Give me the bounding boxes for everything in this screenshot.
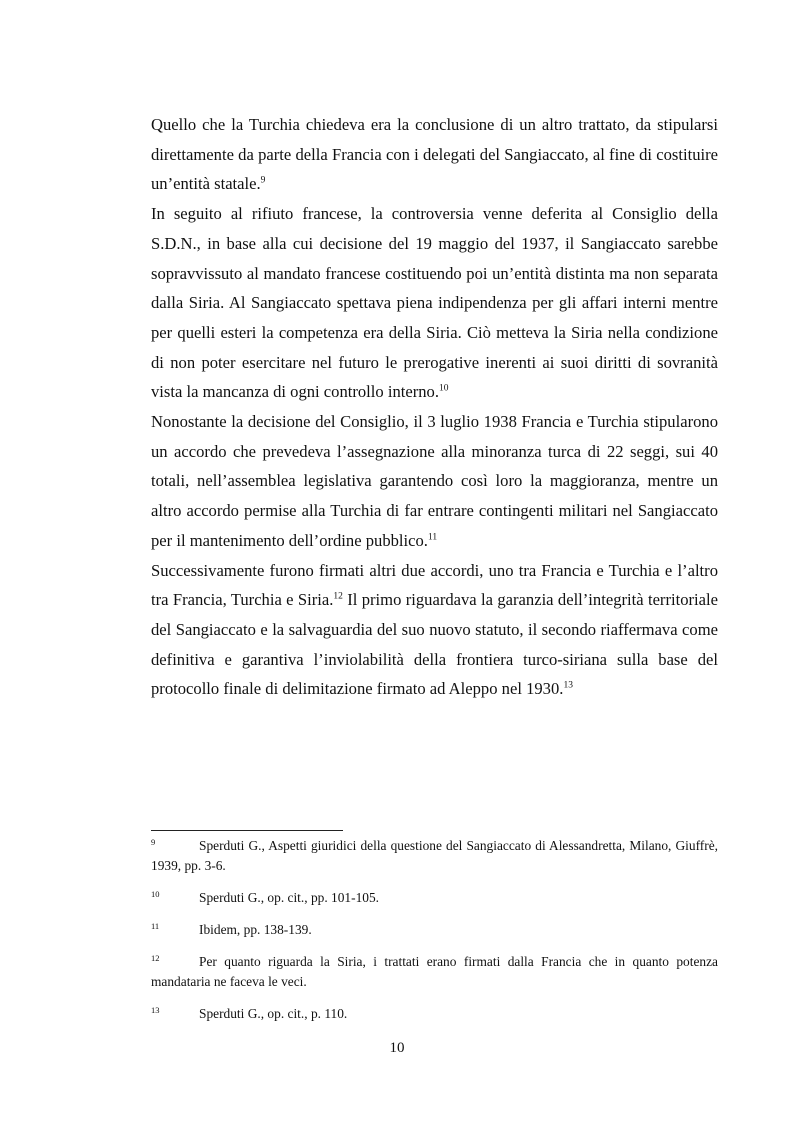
footnote-ref[interactable]: 13 [563,680,573,691]
paragraph-1 [151,110,718,199]
paragraph-text: Quello che la Turchia chiedeva era la conclusione di un altro trattato, da stipularsi direttamente da parte della Francia con i delegati del Sangiaccato, al fine di costituire un’entità statale. [151,115,718,194]
footnote-11: 11 Ibidem, pp. 138-139. [151,920,312,937]
footnote-12: 12 Per quanto riguarda la Siria, i trattati erano firmati dalla Francia che in quanto potenza mandataria ne faceva le veci. [151,952,718,989]
footnotes [151,836,718,1036]
footnote-text: Per quanto riguarda la Siria, i trattati erano firmati dalla Francia che in quanto potenza mandataria ne faceva le veci. [151,954,718,989]
body-text [151,110,718,704]
footnote-13: 13 Sperduti G., op. cit., p. 110. [151,1004,348,1021]
page-number: 10 [389,1040,405,1056]
paragraph-text: Nonostante la decisione del Consiglio, il 3 luglio 1938 Francia e Turchia stipularono un accordo che prevedeva l’assegnazione alla minoranza turca di 22 seggi, sui 40 totali, nell’assemblea legislativa garantendo così loro la maggioranza, mentre un altro accordo permise alla Turchia di far entrare contingenti militari nel Sangiaccato per il mantenimento dell’ordine pubblico. [151,412,718,550]
footnote-ref[interactable]: 11 [427,532,438,543]
paragraph-4 [151,556,718,705]
footnote-ref[interactable]: 9 [260,175,266,186]
footnote-text: Sperduti G., op. cit., pp. 101-105. [199,890,380,905]
footnote-ref[interactable]: 12 [333,591,343,602]
footnote-text: Sperduti G., Aspetti giuridici della questione del Sangiaccato di Alessandretta, Milano, Giuffrè, 1939, pp. 3-6. [151,838,718,873]
footnote-text: Sperduti G., op. cit., p. 110. [199,1006,348,1021]
footnote-9: 9 Sperduti G., Aspetti giuridici della questione del Sangiaccato di Alessandretta, Milano, Giuffrè, 1939, pp. 3-6. [151,836,718,873]
paragraph-text: Il primo riguardava la garanzia dell’integrità territoriale del Sangiaccato e la salvaguardia del suo nuovo statuto, il secondo riaffermava come definitiva e garantiva l’inviolabilità della frontiera turco-siriana sulla base del protocollo finale di delimitazione firmato ad Aleppo nel 1930. [151,590,718,699]
paragraph-text: In seguito al rifiuto francese, la controversia venne deferita al Consiglio della S.D.N., in base alla cui decisione del 19 maggio del 1937, il Sangiaccato sarebbe sopravvissuto al mandato francese costituendo poi un’entità distinta ma non separata dalla Siria. Al Sangiaccato spettava piena indipendenza per gli affari interni mentre per quelli esteri la competenza era della Siria. Ciò metteva la Siria nella condizione di non poter esercitare nel futuro le prerogative inerenti ai suoi diritti di sovranità vista la mancanza di ogni controllo interno. [151,204,718,402]
paragraph-2 [151,199,718,407]
footnote-text: Ibidem, pp. 138-139. [199,922,312,937]
paragraph-text: Successivamente furono firmati altri due accordi, uno tra Francia e Turchia e l’altro tra Francia, Turchia e Siria. [151,560,718,610]
footnote-ref[interactable]: 10 [439,383,449,394]
paragraph-3 [151,407,718,556]
footnote-10: 10 Sperduti G., op. cit., pp. 101-105. [151,888,380,905]
footnote-divider [151,830,343,831]
